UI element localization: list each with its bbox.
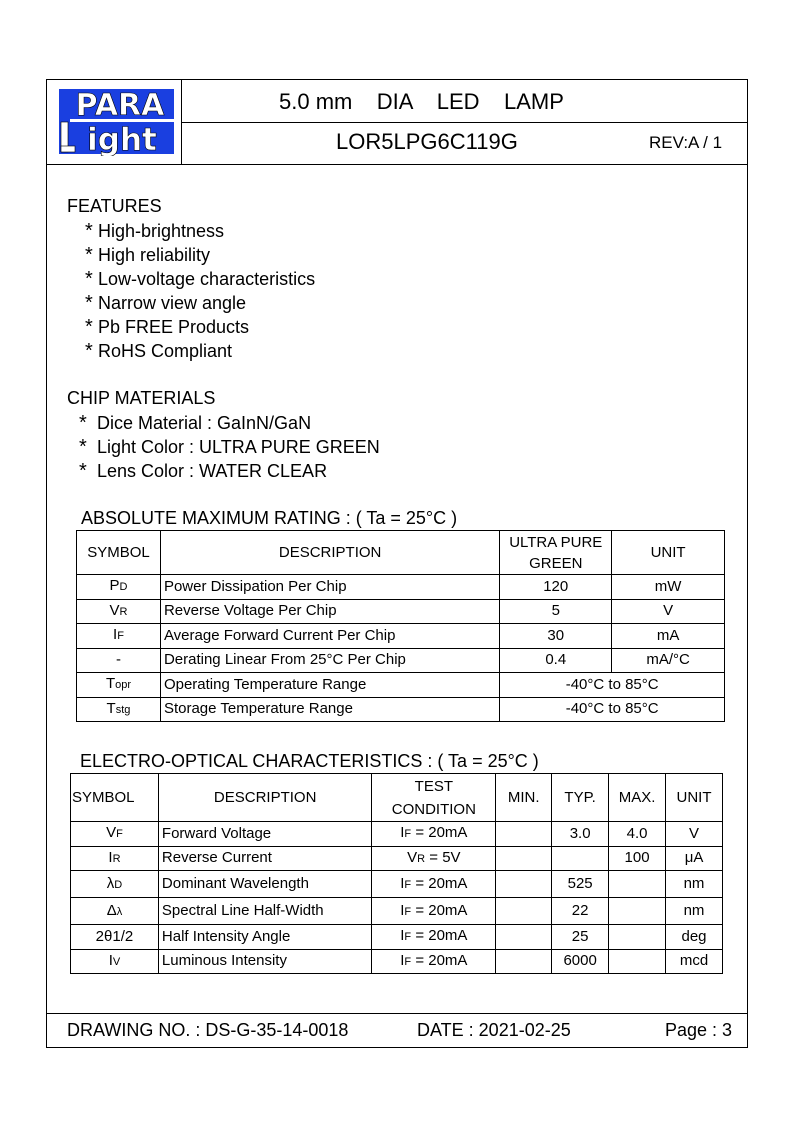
value-range-cell: -40°C to 85°C [500,673,725,698]
bullet-star-icon: * [79,412,87,434]
col-header-color-line2: GREEN [529,554,583,572]
abs-max-heading: ABSOLUTE MAXIMUM RATING : ( Ta = 25°C ) [81,508,458,528]
symbol-cell [77,599,161,624]
symbol-subscript: F [116,828,123,841]
min-cell [496,898,552,925]
condition-value: = 20mA [411,874,468,892]
typ-cell: 6000 [552,949,609,974]
table-row [71,846,723,871]
description-cell: Half Intensity Angle [158,925,372,950]
feature-item [85,292,246,315]
symbol-main: - [115,651,121,669]
logo-divider [181,79,182,164]
bullet-star-icon: * [85,292,93,314]
condition-value: = 20mA [411,901,468,919]
chip-material-item [79,460,327,483]
feature-text: High-brightness [98,221,225,241]
feature-item [85,316,249,339]
symbol-subscript: opr [115,679,132,692]
symbol-subscript: D [114,878,123,891]
description-cell: Derating Linear From 25°C Per Chip [160,648,499,673]
symbol-cell [71,949,159,974]
col-header-symbol: SYMBOL [77,531,161,575]
chip-material-text: Dice Material : GaInN/GaN [97,413,312,433]
value-cell: 30 [500,624,612,649]
unit-cell: μA [666,846,723,871]
unit-cell: mA/°C [612,648,725,673]
col-header-unit: UNIT [612,531,725,575]
bullet-star-icon: * [85,316,93,338]
symbol-cell [77,697,161,722]
feature-text: High reliability [98,245,211,265]
unit-cell: deg [666,925,723,950]
col-header-color-line1: ULTRA PURE [509,533,603,551]
min-cell [496,871,552,898]
unit-cell: V [612,599,725,624]
table-row [77,624,725,649]
max-cell [609,898,666,925]
bullet-star-icon: * [85,244,93,266]
revision-label: REV:A / 1 [649,133,723,152]
description-cell: Luminous Intensity [158,949,372,974]
symbol-cell [71,871,159,898]
value-range-cell: -40°C to 85°C [500,697,725,722]
bullet-star-icon: * [85,220,93,242]
test-condition-cell [372,822,496,847]
feature-item [85,220,224,243]
col-header-color [500,531,612,575]
col-header-description: DESCRIPTION [158,774,372,822]
chip-materials-heading: CHIP MATERIALS [67,388,216,408]
page-title: 5.0 mm DIA LED LAMP [279,89,564,114]
logo-text-bottom: ight [87,122,157,156]
min-cell [496,925,552,950]
col-header-typ: TYP. [552,774,609,822]
max-cell [609,925,666,950]
symbol-cell [77,624,161,649]
table-row [71,949,723,974]
symbol-main: T [106,699,116,717]
value-cell: 0.4 [500,648,612,673]
col-header-min: MIN. [496,774,552,822]
test-condition-cell [372,949,496,974]
table-row [77,575,725,600]
table-row [71,871,723,898]
eo-table [70,773,723,974]
bullet-star-icon: * [79,436,87,458]
col-header-max: MAX. [609,774,666,822]
max-cell: 4.0 [609,822,666,847]
footer-top-divider [46,1013,748,1014]
col-header-symbol: SYMBOL [71,774,159,822]
table-row [71,822,723,847]
symbol-main: V [106,824,117,842]
condition-subscript: F [404,905,412,918]
max-cell: 100 [609,846,666,871]
logo-text-top: PARA [75,88,165,123]
max-cell [609,949,666,974]
symbol-cell [71,898,159,925]
typ-cell: 3.0 [552,822,609,847]
col-header-test-line1: TEST [414,777,454,795]
unit-cell: mW [612,575,725,600]
bullet-star-icon: * [85,340,93,362]
value-cell: 5 [500,599,612,624]
typ-cell: 22 [552,898,609,925]
condition-subscript: F [404,955,412,968]
table-row [71,898,723,925]
feature-text: RoHS Compliant [98,341,233,361]
header-bottom-divider [46,164,748,165]
condition-subscript: F [404,878,412,891]
condition-main: I [400,824,405,842]
symbol-subscript: stg [115,703,131,716]
chip-material-text: Lens Color : WATER CLEAR [97,461,328,481]
bullet-star-icon: * [79,460,87,482]
condition-subscript: F [404,828,412,841]
symbol-main: P [109,577,120,595]
test-condition-cell [372,871,496,898]
description-cell: Reverse Voltage Per Chip [160,599,499,624]
description-cell: Forward Voltage [158,822,372,847]
feature-text: Low-voltage characteristics [98,269,316,289]
eo-heading: ELECTRO-OPTICAL CHARACTERISTICS : ( Ta = 25°C ) [80,751,539,771]
condition-subscript: F [404,931,412,944]
condition-value: = 5V [425,848,461,866]
table-row [71,925,723,950]
paralight-logo [58,86,174,156]
symbol-subscript: F [117,630,124,643]
typ-cell [552,846,609,871]
table-row [77,697,725,722]
condition-subscript: R [417,852,426,865]
description-cell: Reverse Current [158,846,372,871]
max-cell [609,871,666,898]
symbol-main: 2θ1/2 [95,927,134,945]
col-header-unit: UNIT [666,774,723,822]
table-row [77,648,725,673]
table-row [77,599,725,624]
symbol-cell [71,822,159,847]
feature-text: Narrow view angle [98,293,247,313]
symbol-main: T [105,675,116,693]
chip-material-item [79,436,380,459]
unit-cell: nm [666,898,723,925]
table-row [77,673,725,698]
symbol-main: λ [106,874,115,892]
symbol-subscript: R [119,605,128,618]
condition-main: I [400,927,405,945]
symbol-main: I [108,848,113,866]
symbol-main: I [113,626,118,644]
condition-main: I [400,874,405,892]
feature-item [85,340,232,363]
feature-item [85,244,210,267]
unit-cell: nm [666,871,723,898]
condition-main: I [400,951,405,969]
abs-max-header-row [77,531,725,575]
symbol-cell [77,673,161,698]
title-divider [181,122,748,123]
test-condition-cell [372,898,496,925]
symbol-cell [71,846,159,871]
condition-value: = 20mA [411,927,468,945]
symbol-subscript: D [119,581,128,594]
condition-value: = 20mA [411,951,468,969]
description-cell: Spectral Line Half-Width [158,898,372,925]
part-number: LOR5LPG6C119G [336,129,518,154]
description-cell: Dominant Wavelength [158,871,372,898]
col-header-description: DESCRIPTION [160,531,499,575]
condition-value: = 20mA [411,824,468,842]
symbol-cell [71,925,159,950]
description-cell: Power Dissipation Per Chip [160,575,499,600]
bullet-star-icon: * [85,268,93,290]
unit-cell: V [666,822,723,847]
description-cell: Average Forward Current Per Chip [160,624,499,649]
description-cell: Operating Temperature Range [160,673,499,698]
symbol-subscript: V [112,955,121,968]
symbol-subscript: λ [116,905,123,918]
symbol-main: V [109,601,120,619]
chip-material-text: Light Color : ULTRA PURE GREEN [97,437,380,457]
feature-text: Pb FREE Products [98,317,250,337]
value-cell: 120 [500,575,612,600]
symbol-main: I [108,951,113,969]
drawing-number: DRAWING NO. : DS-G-35-14-0018 [67,1020,349,1040]
features-heading: FEATURES [67,196,162,216]
condition-main: V [407,848,418,866]
min-cell [496,949,552,974]
eo-header-row [71,774,723,822]
col-header-test-line2: CONDITION [391,800,476,818]
chip-material-item [79,412,311,435]
page-number: Page : 3 [665,1020,733,1040]
test-condition-cell [372,846,496,871]
typ-cell: 25 [552,925,609,950]
symbol-main: Δ [106,901,117,919]
unit-cell: mcd [666,949,723,974]
unit-cell: mA [612,624,725,649]
symbol-cell [77,648,161,673]
min-cell [496,822,552,847]
symbol-cell [77,575,161,600]
condition-main: I [400,901,405,919]
min-cell [496,846,552,871]
test-condition-cell [372,925,496,950]
abs-max-table [76,530,725,722]
description-cell: Storage Temperature Range [160,697,499,722]
typ-cell: 525 [552,871,609,898]
document-date: DATE : 2021-02-25 [417,1020,571,1040]
feature-item [85,268,315,291]
col-header-test-condition [372,774,496,822]
symbol-subscript: R [112,852,121,865]
